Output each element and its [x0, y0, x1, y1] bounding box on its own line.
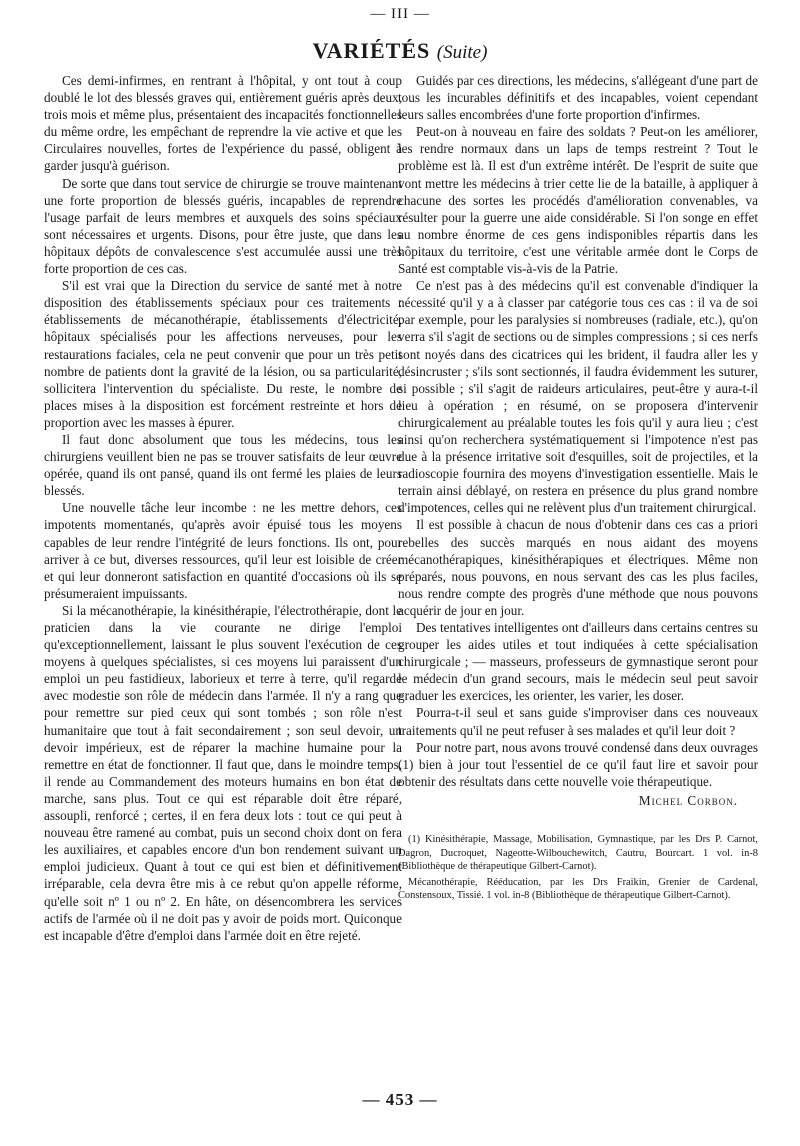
footnotes [398, 833, 758, 903]
paragraph: Ces demi-infirmes, en rentrant à l'hôpital, y ont tout à coup doublé le lot des blessés graves qui, entièrement guéris après deux, trois mois et même plus, présentaient des incapacités fonctionnelles du même ordre, les empêchant de reprendre la vie active et que les Circulaires nouvelles, fortes de l'expérience du passé, obligent à garder jusqu'à guérison. [44, 73, 402, 174]
page-number-top: — III — [370, 6, 430, 22]
title-suffix: (Suite) [436, 42, 488, 63]
paragraph: Ce n'est pas à des médecins qu'il est convenable d'indiquer la nécessité qu'il y a à classer par catégorie tous ces cas : il va de soi par exemple, pour les paralysies si nombreuses (radiale, etc.), qu'on verra s'il s'agit de sections ou de simples compressions ; si ces nerfs sont noyés dans des cicatrices qui les brident, il faudra aller les y désincruster ; s'ils sont sectionnés, il faudra évidemment les suturer, si possible ; s'il s'agit de raideurs articulaires, peut-être y aura-t-il lieu à opération ; en résumé, on se proposera d'intervenir chirurgicalement au préalable toutes les fois qu'il y aura lieu ; c'est ainsi qu'on recherchera systématiquement si l'impotence n'est pas due à la présence irritative soit d'esquilles, soit de projectiles, et la radioscopie fournira des moyens d'investigation essentielle. Mais le terrain ainsi déblayé, on restera en présence du plus grand nombre d'impotences, celles qui ne relèvent plus d'un traitement chirurgical. [398, 278, 758, 516]
page-title [0, 38, 800, 64]
left-column [44, 72, 402, 944]
paragraph: Guidés par ces directions, les médecins, s'allégeant d'une part de tous les incurables définitifs et des incapables, voient cependant leurs salles encombrées d'une forte proportion d'infirmes. [398, 73, 758, 123]
paragraph: Des tentatives intelligentes ont d'ailleurs dans certains centres su grouper les aides utiles et tout indiquées à cette spécialisation chirurgicale ; — masseurs, professeurs de gymnastique seront pour le médecin d'un grand secours, mais le médecin seul peut savoir graduer les exercices, les orienter, les varier, les doser. [398, 620, 758, 704]
paragraph: Pour notre part, nous avons trouvé condensé dans deux ouvrages (1) bien à jour tout l'essentiel de ce qu'il faut lire et savoir pour obtenir des résultats dans cette nouvelle voie thérapeutique. [398, 739, 758, 789]
page-number-bottom: — 453 — [362, 1090, 438, 1109]
paragraph: De sorte que dans tout service de chirurgie se trouve maintenant une forte proportion de blessés guéris, incapables de reprendre l'usage parfait de leurs membres et auxquels des soins spéciaux sont nécessaires et urgents. Disons, pour être juste, que dans les hôpitaux dépôts de convalescence s'est accumulée aussi une très forte proportion de ces cas. [44, 175, 402, 277]
right-column [398, 72, 758, 905]
title-text: VARIÉTÉS [312, 38, 431, 63]
paragraph: Pourra-t-il seul et sans guide s'improviser dans ces nouveaux traitements qu'il ne peut refuser à ses malades et qu'il leur doit ? [398, 705, 758, 738]
paragraph: Si la mécanothérapie, la kinésithérapie, l'électrothérapie, dont le praticien dans la vie courante ne dirige l'emploi qu'exceptionnellement, laissant le plus souvent l'exécution de ces moyens à quelques spécialistes, si ces moyens lui paraissent d'un emploi un peu fastidieux, laborieux et terre à terre, qu'il regarde avec modestie son rôle de médecin dans l'armée. Il n'y a rang que pour remettre sur pied ceux qui sont tombés ; son rôle n'est humanitaire que tout à fait secondairement ; son seul devoir, un devoir impérieux, est de réparer la machine humaine pour la remettre en état de fonctionner. Il faut que, dans le moindre temps, il rende au Commandement des moteurs humains en bon état de marche, sans plus. Tout ce qui est réparable doit être réparé, assoupli, renforcé ; certes, il en fera deux lots : tout ce qui peut à nouveau être ramené au combat, puis un second choix dont on fera les auxiliaires, et capables encore d'un bon rendement suivant un emploi judicieux. Quant à tout ce qui est bien et définitivement irréparable, cela devra être mis à ce rebut qu'on appelle réforme, qu'elle soit nº 1 ou nº 2. En hâte, on désencombrera les services actifs de l'armée où il ne doit pas y avoir de poids mort. Quiconque est incapable d'être d'emploi dans l'armée doit en être rejeté. [44, 602, 402, 943]
footnote: Mécanothérapie, Rééducation, par les Drs Fraikin, Grenier de Cardenal, Constensoux, Tissié. 1 vol. in-8 (Bibliothèque de thérapeutique Gilbert-Carnot). [398, 876, 758, 902]
paragraph: Peut-on à nouveau en faire des soldats ? Peut-on les améliorer, les rendre normaux dans un laps de temps restreint ? Tout le problème est là. Il est d'un extrême intérêt. De l'esprit de suite que vont mettre les médecins à trier cette lie de la bataille, à appliquer à chacune des sortes les procédés d'amélioration convenables, va résulter pour la guerre une aide considérable. Si l'on songe en effet au nombre énorme de ces gens indisponibles répartis dans les hôpitaux du territoire, c'est une véritable armée dont le Corps de Santé est comptable vis-à-vis de la Patrie. [398, 124, 758, 277]
paragraph: S'il est vrai que la Direction du service de santé met à notre disposition des établissements spéciaux pour ces traitements : établissements de mécanothérapie, établissements d'électricité, hôpitaux spécialisés pour les affections nerveuses, pour les restaurations faciales, cela ne peut convenir que pour un très petit nombre de patients dont la gravité de la lésion, ou sa particularité, sollicitera l'intervention du spécialiste. Du reste, le nombre de places mises à la disposition est forcément restreinte et hors de proportion avec les masses à épurer. [44, 278, 402, 430]
paragraph: Il est possible à chacun de nous d'obtenir dans ces cas a priori rebelles des succès marqués en nous aidant des moyens mécanothérapiques, kinésithérapiques et électriques. Même non préparés, nous pouvons, en nous servant des cas les plus faciles, nous rendre compte des progrès d'une méthode que nous pouvons acquérir de jour en jour. [398, 517, 758, 618]
author-signature: Michel Corbon. [638, 792, 738, 808]
footnote: (1) Kinésithérapie, Massage, Mobilisation, Gymnastique, par les Drs P. Carnot, Dagron, Ducroquet, Nageotte-Wilbouchewitch, Cautru, Bourcart. 1 vol. in-8 (Bibliothèque de thérapeutique Gilbert-Carnot). [398, 834, 758, 873]
paragraph: Une nouvelle tâche leur incombe : ne les mettre dehors, ces impotents momentanés, qu'après avoir épuisé tous les moyens capables de leur rendre l'intégrité de leurs fonctions. Ils ont, pour arriver à ce but, diverses ressources, qu'il leur est loisible de créer et qui leur donneront satisfaction en quantité d'occasions où ils se présumeraient impuissants. [44, 500, 402, 601]
paragraph: Il faut donc absolument que tous les médecins, tous les chirurgiens veuillent bien ne pas se trouver satisfaits de leur œuvre opérée, quand ils ont pansé, quand ils ont fermé les plaies de leurs blessés. [44, 431, 402, 499]
